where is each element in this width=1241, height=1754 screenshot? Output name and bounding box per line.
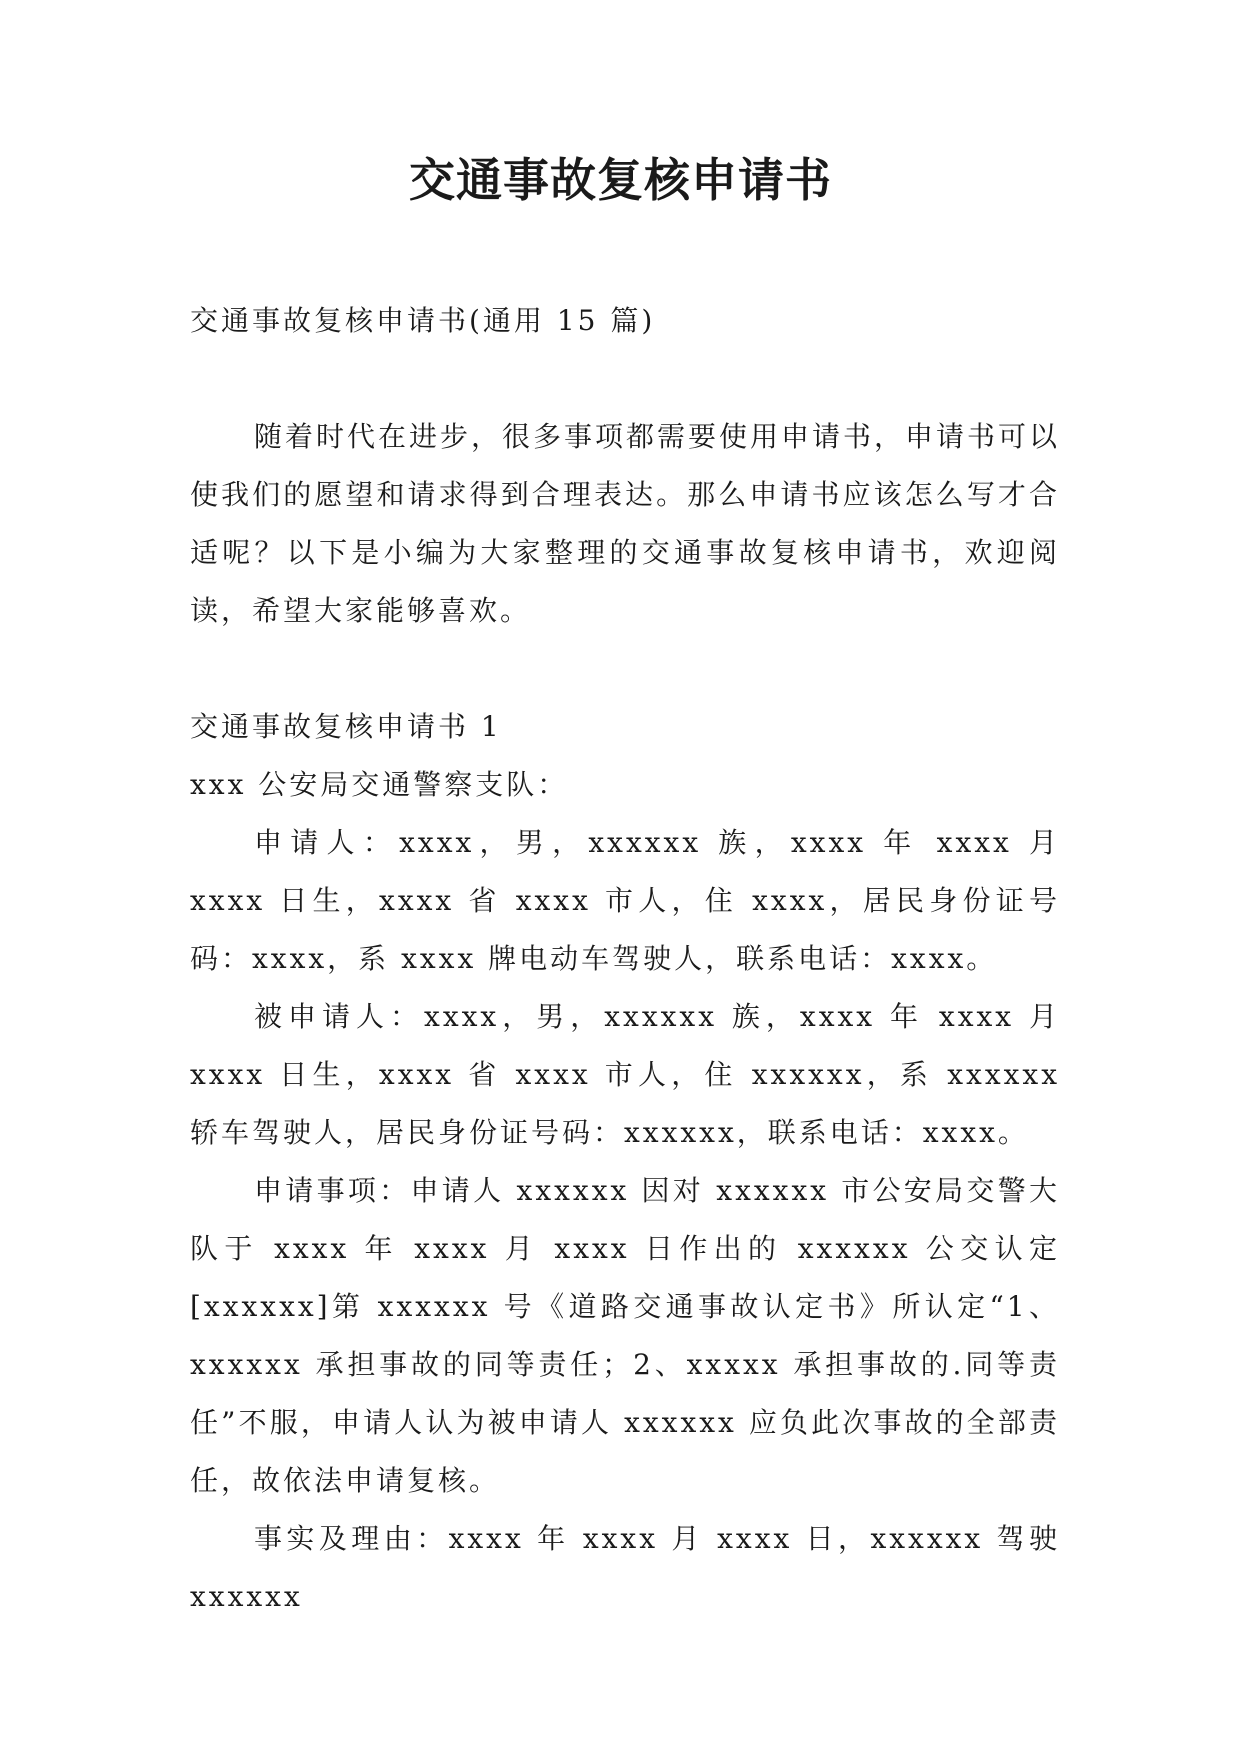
matters-paragraph: 申请事项：申请人 xxxxxx 因对 xxxxxx 市公安局交警大队于 xxxx 年 xxxx 月 xxxx 日作出的 xxxxxx 公交认定[xxxxxx]第 xxxxxx 号《道路交通事故认定书》所认定“1、xxxxxx 承担事故的同等责任；2、xxxxx 承担事故的.同等责任”不服，申请人认为被申请人 xxxxxx 应负此次事故的全部责任，故依法申请复核。 — [190, 1174, 1060, 1497]
facts-paragraph: 事实及理由：xxxx 年 xxxx 月 xxxx 日，xxxxxx 驾驶 xxxxxx — [190, 1522, 1060, 1613]
respondent-paragraph: 被申请人：xxxx，男，xxxxxx 族，xxxx 年 xxxx 月 xxxx 日生，xxxx 省 xxxx 市人，住 xxxxxx，系 xxxxxx 轿车驾驶人，居民身份证号码：xxxxxx，联系电话：xxxx。 — [190, 1000, 1060, 1149]
addressee-line: xxx 公安局交通警察支队： — [190, 768, 569, 801]
applicant-paragraph: 申请人：xxxx，男，xxxxxx 族，xxxx 年 xxxx 月 xxxx 日生，xxxx 省 xxxx 市人，住 xxxx，居民身份证号码：xxxx，系 xxxx 牌电动车驾驶人，联系电话：xxxx。 — [190, 826, 1060, 975]
document-body — [190, 292, 1060, 1626]
document-subtitle: 交通事故复核申请书(通用 15 篇) — [190, 304, 656, 337]
section-heading: 交通事故复核申请书 1 — [190, 710, 502, 743]
document-title: 交通事故复核申请书 — [409, 153, 832, 207]
intro-paragraph: 随着时代在进步，很多事项都需要使用申请书，申请书可以使我们的愿望和请求得到合理表达。那么申请书应该怎么写才合适呢？以下是小编为大家整理的交通事故复核申请书，欢迎阅读，希望大家能够喜欢。 — [190, 420, 1061, 627]
